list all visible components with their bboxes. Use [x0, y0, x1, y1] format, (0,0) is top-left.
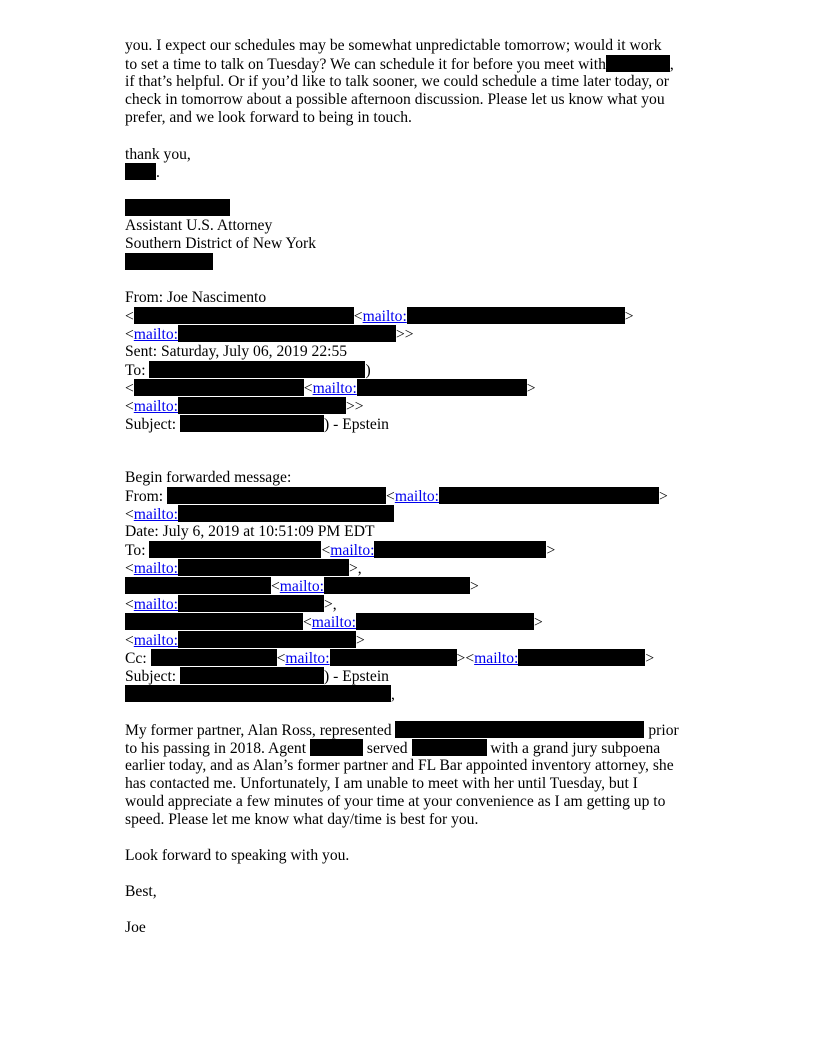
fwd-to: To: ): [125, 362, 371, 379]
redaction: [125, 577, 271, 594]
mailto-link[interactable]: mailto:: [133, 326, 178, 343]
signer-name: [125, 199, 230, 217]
mailto-link[interactable]: mailto:: [394, 488, 440, 505]
fwd-from-address: < <mailto: >: [125, 308, 634, 325]
mailto-link[interactable]: mailto:: [285, 650, 330, 667]
signature-title: Assistant U.S. Attorney: [125, 217, 273, 234]
message-line: to his passing in 2018. Agent served with a grand jury subpoena: [125, 740, 661, 757]
fwd-subject: Subject: ) - Epstein: [125, 416, 389, 433]
inner-date: Date: July 6, 2019 at 10:51:09 PM EDT: [125, 523, 375, 540]
redaction: [395, 721, 644, 738]
inner-to-4: <mailto: >,: [125, 596, 337, 613]
redaction: [178, 505, 394, 522]
redaction: [518, 649, 645, 666]
fwd-sent: Sent: Saturday, July 06, 2019 22:55: [125, 343, 348, 360]
inner-to-5: <mailto: >: [125, 613, 543, 631]
mailto-link[interactable]: mailto:: [133, 398, 178, 415]
redaction: [357, 379, 527, 396]
redaction: [412, 739, 487, 756]
inner-subject: Subject: ) - Epstein: [125, 668, 389, 685]
redaction: [180, 667, 324, 684]
message-line: has contacted me. Unfortunately, I am unable to meet with her until Tuesday, but I: [125, 775, 638, 792]
redaction: [167, 487, 386, 504]
mailto-link[interactable]: mailto:: [362, 308, 407, 325]
inner-to-2: <mailto: >,: [125, 560, 362, 577]
redaction: [374, 541, 546, 558]
inner-subject-2: ,: [125, 685, 395, 703]
body-line: you. I expect our schedules may be somewhat unpredictable tomorrow; would it work: [125, 37, 662, 54]
mailto-link[interactable]: mailto:: [133, 632, 178, 649]
message-line: Look forward to speaking with you.: [125, 847, 350, 864]
fwd-to-address: < <mailto: >: [125, 380, 536, 397]
closing: thank you,: [125, 146, 191, 163]
message-line: Joe: [125, 919, 146, 936]
redaction: [125, 253, 213, 270]
redaction: [439, 487, 659, 504]
redaction: [178, 397, 346, 414]
redaction: [178, 325, 396, 342]
redaction: [407, 307, 625, 324]
fwd-from: From: Joe Nascimento: [125, 289, 267, 306]
signer-initials: .: [125, 163, 160, 181]
redaction: [180, 415, 324, 432]
redaction: [324, 577, 470, 594]
inner-to-3: <mailto: >: [125, 577, 479, 595]
message-line: speed. Please let me know what day/time is best for you.: [125, 811, 479, 828]
redaction: [134, 307, 354, 324]
fwd-from-address-2: <mailto: >>: [125, 326, 414, 343]
body-line: prefer, and we look forward to being in touch.: [125, 109, 412, 126]
mailto-link[interactable]: mailto:: [279, 578, 324, 595]
message-line: earlier today, and as Alan’s former partner and FL Bar appointed inventory attorney, she: [125, 757, 674, 774]
redaction: [125, 199, 230, 216]
mailto-link[interactable]: mailto:: [133, 506, 178, 523]
signature-office: Southern District of New York: [125, 235, 317, 252]
inner-from-address: <mailto:: [125, 505, 394, 523]
mailto-link[interactable]: mailto:: [133, 560, 178, 577]
message-line: My former partner, Alan Ross, represented prior: [125, 722, 679, 739]
body-line: if that’s helpful. Or if you’d like to talk sooner, we could schedule a time later today, or: [125, 73, 669, 90]
inner-from: From: <mailto: >: [125, 488, 668, 505]
message-line: Best,: [125, 883, 157, 900]
mailto-link[interactable]: mailto:: [330, 542, 375, 559]
begin-forwarded: Begin forwarded message:: [125, 469, 292, 486]
inner-to: To: <mailto: >: [125, 542, 556, 559]
redaction: [356, 613, 534, 630]
signature-phone: [125, 253, 213, 271]
message-line: would appreciate a few minutes of your time at your convenience as I am getting up to: [125, 793, 666, 810]
mailto-link[interactable]: mailto:: [311, 614, 356, 631]
redaction: [134, 379, 304, 396]
mailto-link[interactable]: mailto:: [312, 380, 357, 397]
redaction: [149, 541, 321, 558]
redaction: [178, 595, 324, 612]
redaction: [125, 613, 303, 630]
redaction: [125, 163, 156, 180]
redaction: [330, 649, 457, 666]
redaction: [606, 55, 670, 72]
redaction: [310, 739, 363, 756]
redaction: [178, 631, 356, 648]
fwd-to-address-2: <mailto: >>: [125, 398, 364, 415]
body-line: to set a time to talk on Tuesday? We can schedule it for before you meet with ,: [125, 56, 674, 73]
mailto-link[interactable]: mailto:: [474, 650, 519, 667]
redaction: [125, 685, 391, 702]
redaction: [149, 361, 365, 378]
redaction: [178, 559, 349, 576]
inner-cc: Cc: <mailto: ><mailto: >: [125, 650, 655, 667]
inner-to-6: <mailto: >: [125, 632, 365, 649]
mailto-link[interactable]: mailto:: [133, 596, 178, 613]
redaction: [151, 649, 277, 666]
body-line: check in tomorrow about a possible afternoon discussion. Please let us know what you: [125, 91, 665, 108]
